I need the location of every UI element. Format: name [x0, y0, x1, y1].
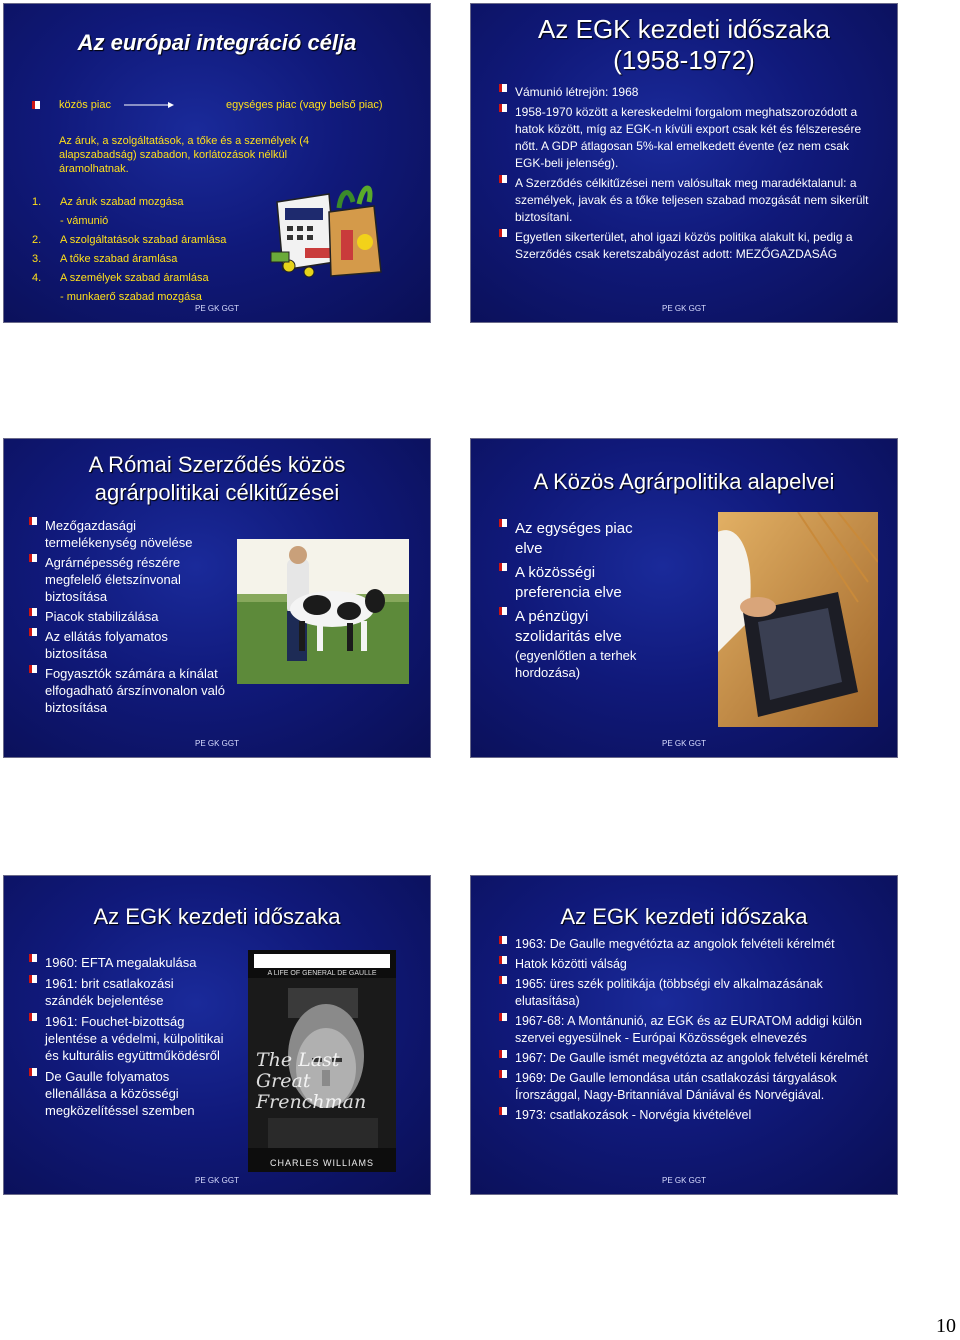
page-number: 10: [936, 1315, 956, 1337]
list-item: 1960: EFTA megalakulása: [29, 954, 224, 971]
list-item: 1963: De Gaulle megvétózta az angolok felvételi kérelmét: [499, 936, 879, 953]
list-item: - vámunió: [60, 215, 109, 227]
list-item: 1973: csatlakozások - Norvégia kivételével: [499, 1107, 879, 1124]
list-item-main: A pénzügyi szolidaritás elve: [515, 608, 622, 645]
slide-title: A Közös Agrárpolitika alapelvei: [533, 469, 835, 494]
book-title: The Last Great Frenchman: [256, 1049, 367, 1113]
intro-text: Az áruk, a szolgáltatások, a tőke és a személyek (4 alapszabadság) szabadon, korlátozások nélkül áramolhatnak.: [59, 135, 310, 175]
list-item: 1961: brit csatlakozási szándék bejelentése: [29, 975, 224, 1009]
list-item: A Szerződés célkitűzései nem valósultak meg maradéktalanul: a személyek, javak és a tőke teljesen szabad mozgását nem sikerült biztosítani.: [499, 175, 879, 226]
slide-footer: PE GK GGT: [661, 739, 706, 748]
freedoms-list: [32, 196, 262, 310]
slide-eec-early-period: [470, 3, 898, 323]
bullet-list: [499, 84, 879, 263]
title-line: (1958-1972): [613, 45, 755, 75]
list-item: - munkaerő szabad mozgása: [60, 291, 202, 303]
slide-title: Az európai integráció célja: [77, 30, 357, 55]
slide-title: [471, 14, 897, 76]
list-item: 3. A tőke szabad áramlása: [32, 253, 178, 265]
list-item: 1965: üres szék politikája (többségi elv alkalmazásának elutasítása): [499, 976, 879, 1010]
slide-footer: PE GK GGT: [661, 1176, 706, 1185]
list-item: 4. A személyek szabad áramlása: [32, 272, 209, 284]
list-item: 1967: De Gaulle ismét megvétózta az angolok felvételi kérelmét: [499, 1050, 879, 1067]
slide-title: Az EGK kezdeti időszaka: [93, 904, 341, 929]
slide-footer: PE GK GGT: [194, 304, 239, 313]
book-author: CHARLES WILLIAMS: [269, 1158, 375, 1168]
single-market-label: egységes piac (vagy belső piac): [226, 99, 383, 111]
list-item: Hatok közötti válság: [499, 956, 879, 973]
list-item: 1969: De Gaulle lemondása után csatlakozási tárgyalások Írországgal, Nagy-Britanniával Dániával és Norvégiával.: [499, 1070, 879, 1104]
list-item: Vámunió létrejön: 1968: [499, 84, 879, 101]
list-item: Az ellátás folyamatos biztosítása: [29, 628, 229, 662]
farmer-cow-photo: [237, 539, 409, 684]
common-market-label: közös piac: [59, 99, 111, 111]
list-item: 1961: Fouchet-bizottság jelentése a védelmi, külpolitikai és kulturális együttműködésről: [29, 1013, 224, 1064]
list-item: De Gaulle folyamatos ellenállása a közösségi megközelítéssel szemben: [29, 1068, 224, 1119]
list-item: Fogyasztók számára a kínálat elfogadható árszínvonalon való biztosítása: [29, 665, 229, 716]
bullet-list: [29, 517, 229, 716]
slide-cap-principles: [470, 438, 898, 758]
title-line: Az EGK kezdeti időszaka: [538, 14, 830, 44]
list-item: Agrárnépesség részére megfelelő életszínvonal biztosítása: [29, 554, 229, 605]
book-header-bar: [254, 954, 390, 968]
slide-title: Az EGK kezdeti időszaka: [560, 904, 808, 929]
slide-rome-treaty-agri-goals: [3, 438, 431, 758]
bullet-list: [499, 936, 879, 1124]
list-item: Mezőgazdasági termelékenység növelése: [29, 517, 229, 551]
slide-eec-early-period-2: [3, 875, 431, 1195]
slide-title: [4, 451, 430, 507]
title-line: agrárpolitikai célkitűzései: [94, 480, 340, 505]
list-item: 1958-1970 között a kereskedelmi forgalom meghatszorozódott a hatok között, míg az EGK-n kívüli export csak két és félszeresére nőtt. A GDP átlagosan 5%-kal emelkedett évente (ez nem csak EGK-beli jelenség).: [499, 104, 879, 172]
list-item: [499, 607, 659, 681]
slide-eec-early-period-3: [470, 875, 898, 1195]
list-item: 2. A szolgáltatások szabad áramlása: [32, 234, 227, 246]
list-item: 1. Az áruk szabad mozgása: [32, 196, 184, 208]
arrow-icon: [124, 100, 174, 110]
list-item: A közösségi preferencia elve: [499, 563, 659, 603]
list-item: 1967-68: A Montánunió, az EGK és az EURATOM addigi külön szervei egyesülnek - Európai Közösségek elnevezés: [499, 1013, 879, 1047]
slide-footer: PE GK GGT: [194, 739, 239, 748]
slide-european-integration-goal: [3, 3, 431, 323]
bullet-list: [499, 519, 659, 681]
list-item: Egyetlen sikerterület, ahol igazi közös politika alakult ki, pedig a Szerződés csak keretszabályozást adott: MEZŐGAZDASÁG: [499, 229, 879, 263]
bullet-marker: [32, 101, 40, 109]
list-item: Az egységes piac elve: [499, 519, 659, 559]
title-line: A Római Szerződés közös: [88, 452, 346, 477]
book-header: A LIFE OF GENERAL DE GAULLE: [267, 970, 377, 977]
bullet-list: [29, 954, 224, 1119]
slide-footer: PE GK GGT: [194, 1176, 239, 1185]
list-item: Piacok stabilizálása: [29, 608, 229, 625]
book-cover: [248, 950, 396, 1172]
laptop-hand-photo: [718, 512, 878, 727]
list-item-sub: (egyenlőtlen a terhek hordozása): [515, 648, 637, 680]
shopping-clipart-icon: [269, 172, 389, 280]
slide-footer: PE GK GGT: [661, 304, 706, 313]
